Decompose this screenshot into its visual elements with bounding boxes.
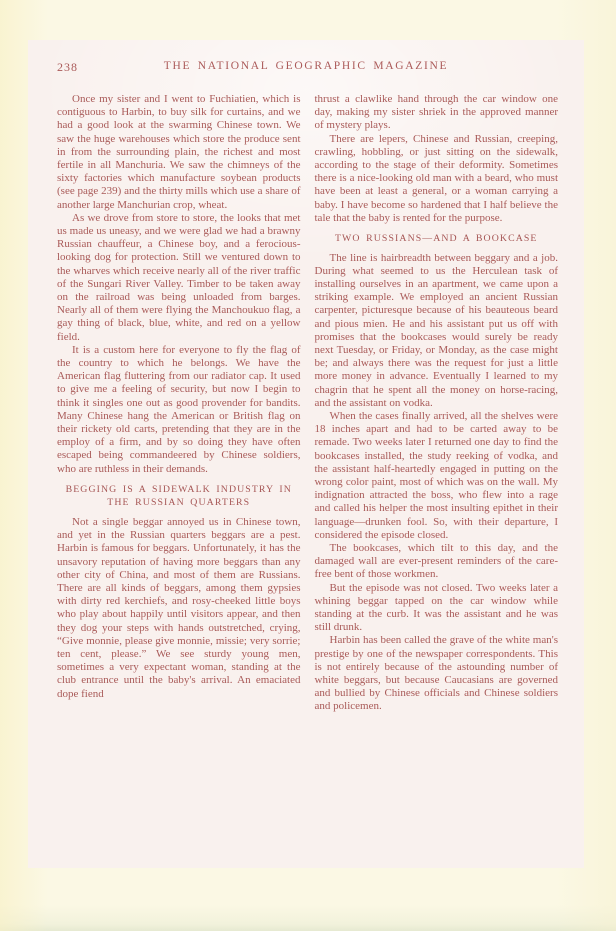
- paragraph: The line is hairbreadth between beggary and a job. During what seemed to us the Herculean task of installing ourselves in an apartment, we came upon a striking example. We employed an ancient Russian carpenter, picturesque because of his beauteous beard and pious mien. He and his assistant put us off with promises that the bookcases would surely be ready next Tuesday, or Friday, or Monday, as the case might be; and always there was the request for just a little more money in advance. Eventually I learned to my chagrin that he spent all the money on horse-racing, and the assistant on vodka.: [314, 251, 558, 409]
- paragraph: As we drove from store to store, the looks that met us made us uneasy, and we were glad we had a brawny Russian chauffeur, a Chinese boy, and a ferocious-looking dog for protection. Still we ventured down to the wharves which receive nearly all of the river traffic of the Sungari River Valley. Timber to be taken away on the railroad was being unloaded from barges. Nearly all of them were flying the Manchoukuo flag, a gay thing of black, blue, white, and red on a yellow field.: [57, 211, 301, 343]
- right-column: [315, 93, 559, 714]
- paragraph-continuation: thrust a clawlike hand through the car window one day, making my sister shriek in the approved manner of mystery plays.: [314, 93, 558, 132]
- section-heading-two-russians: TWO RUSSIANS—AND A BOOKCASE: [334, 233, 538, 245]
- paragraph: It is a custom here for everyone to fly the flag of the country to which he belongs. We have the American flag fluttering from our radiator cap. It used to give me a feeling of security, but now I begin to think it singles one out as good provender for bandits. Many Chinese hang the American or British flag on their rickety old carts, pretending that they are in the employ of a firm, and by so doing they have often escaped being commandeered by Chinese soldiers, who are ruthless in their demands.: [57, 343, 301, 475]
- paragraph: Not a single beggar annoyed us in Chinese town, and yet in the Russian quarters beggars are a pest. Harbin is famous for beggars. Unfortunately, it has the unsavory reputation of having more beggars than any other city of China, and most of them are Russians. There are all kinds of beggars, among them gypsies with dirty red kerchiefs, and rosy-cheeked little boys who play about happily until visitors appear, and then they dog your steps with hands outstretched, crying, “Give monnie, please give monnie, missie; very sorrie; ten cent, please.” We see sturdy young men, sometimes a very expectant woman, standing at the club entrance until the baby's arrival. An emaciated dope fiend: [57, 515, 301, 700]
- page-header: [28, 60, 584, 78]
- left-column: [57, 93, 301, 714]
- paragraph: Once my sister and I went to Fuchiatien, which is contiguous to Harbin, to buy silk for curtains, and we had a good look at the swarming Chinese town. We saw the huge warehouses which store the produce sent in from the surrounding plain, the richest and most fertile in all Manchuria. We saw the chimneys of the sixty factories which manufacture soybean products (see page 239) and the thirty mills which use a share of another large Manchurian crop, wheat.: [57, 93, 301, 211]
- paragraph: There are lepers, Chinese and Russian, creeping, crawling, hobbling, or just sitting on the sidewalk, according to the stage of their deformity. Sometimes there is a nice-looking old man with a beard, who must have been at least a general, or a woman carrying a baby. I have become so hardened that I half believe the tale that the baby is rented for the purpose.: [314, 132, 558, 224]
- running-head: THE NATIONAL GEOGRAPHIC MAGAZINE: [163, 60, 449, 72]
- section-heading-begging: BEGGING IS A SIDEWALK INDUSTRY IN THE RUSSIAN QUARTERS: [65, 483, 292, 509]
- text-columns: [28, 78, 584, 714]
- magazine-page: [28, 40, 584, 868]
- paragraph: The bookcases, which tilt to this day, and the damaged wall are ever-present reminders of the care-free bent of those workmen.: [314, 542, 558, 581]
- paragraph: Harbin has been called the grave of the white man's prestige by one of the newspaper correspondents. This is not entirely because of the astounding number of white beggars, but because Caucasians are governed and bullied by Chinese officials and Chinese soldiers and policemen.: [314, 634, 558, 713]
- paragraph: But the episode was not closed. Two weeks later a whining beggar tapped on the car window while standing at the curb. It was the assistant and he was still drunk.: [314, 581, 558, 634]
- page-number: 238: [57, 60, 78, 74]
- paragraph: When the cases finally arrived, all the shelves were 18 inches apart and had to be carted away to be remade. Two weeks later I returned one day to find the bookcases installed, the study reeking of vodka, and the assistant half-heartedly engaged in putting on the wrong color paint, most of which was on the wall. My indignation attracted the boss, who flew into a rage and called his helper the most insulting epithet in their language—drunken fool. So, with their departure, I considered the episode closed.: [314, 409, 558, 541]
